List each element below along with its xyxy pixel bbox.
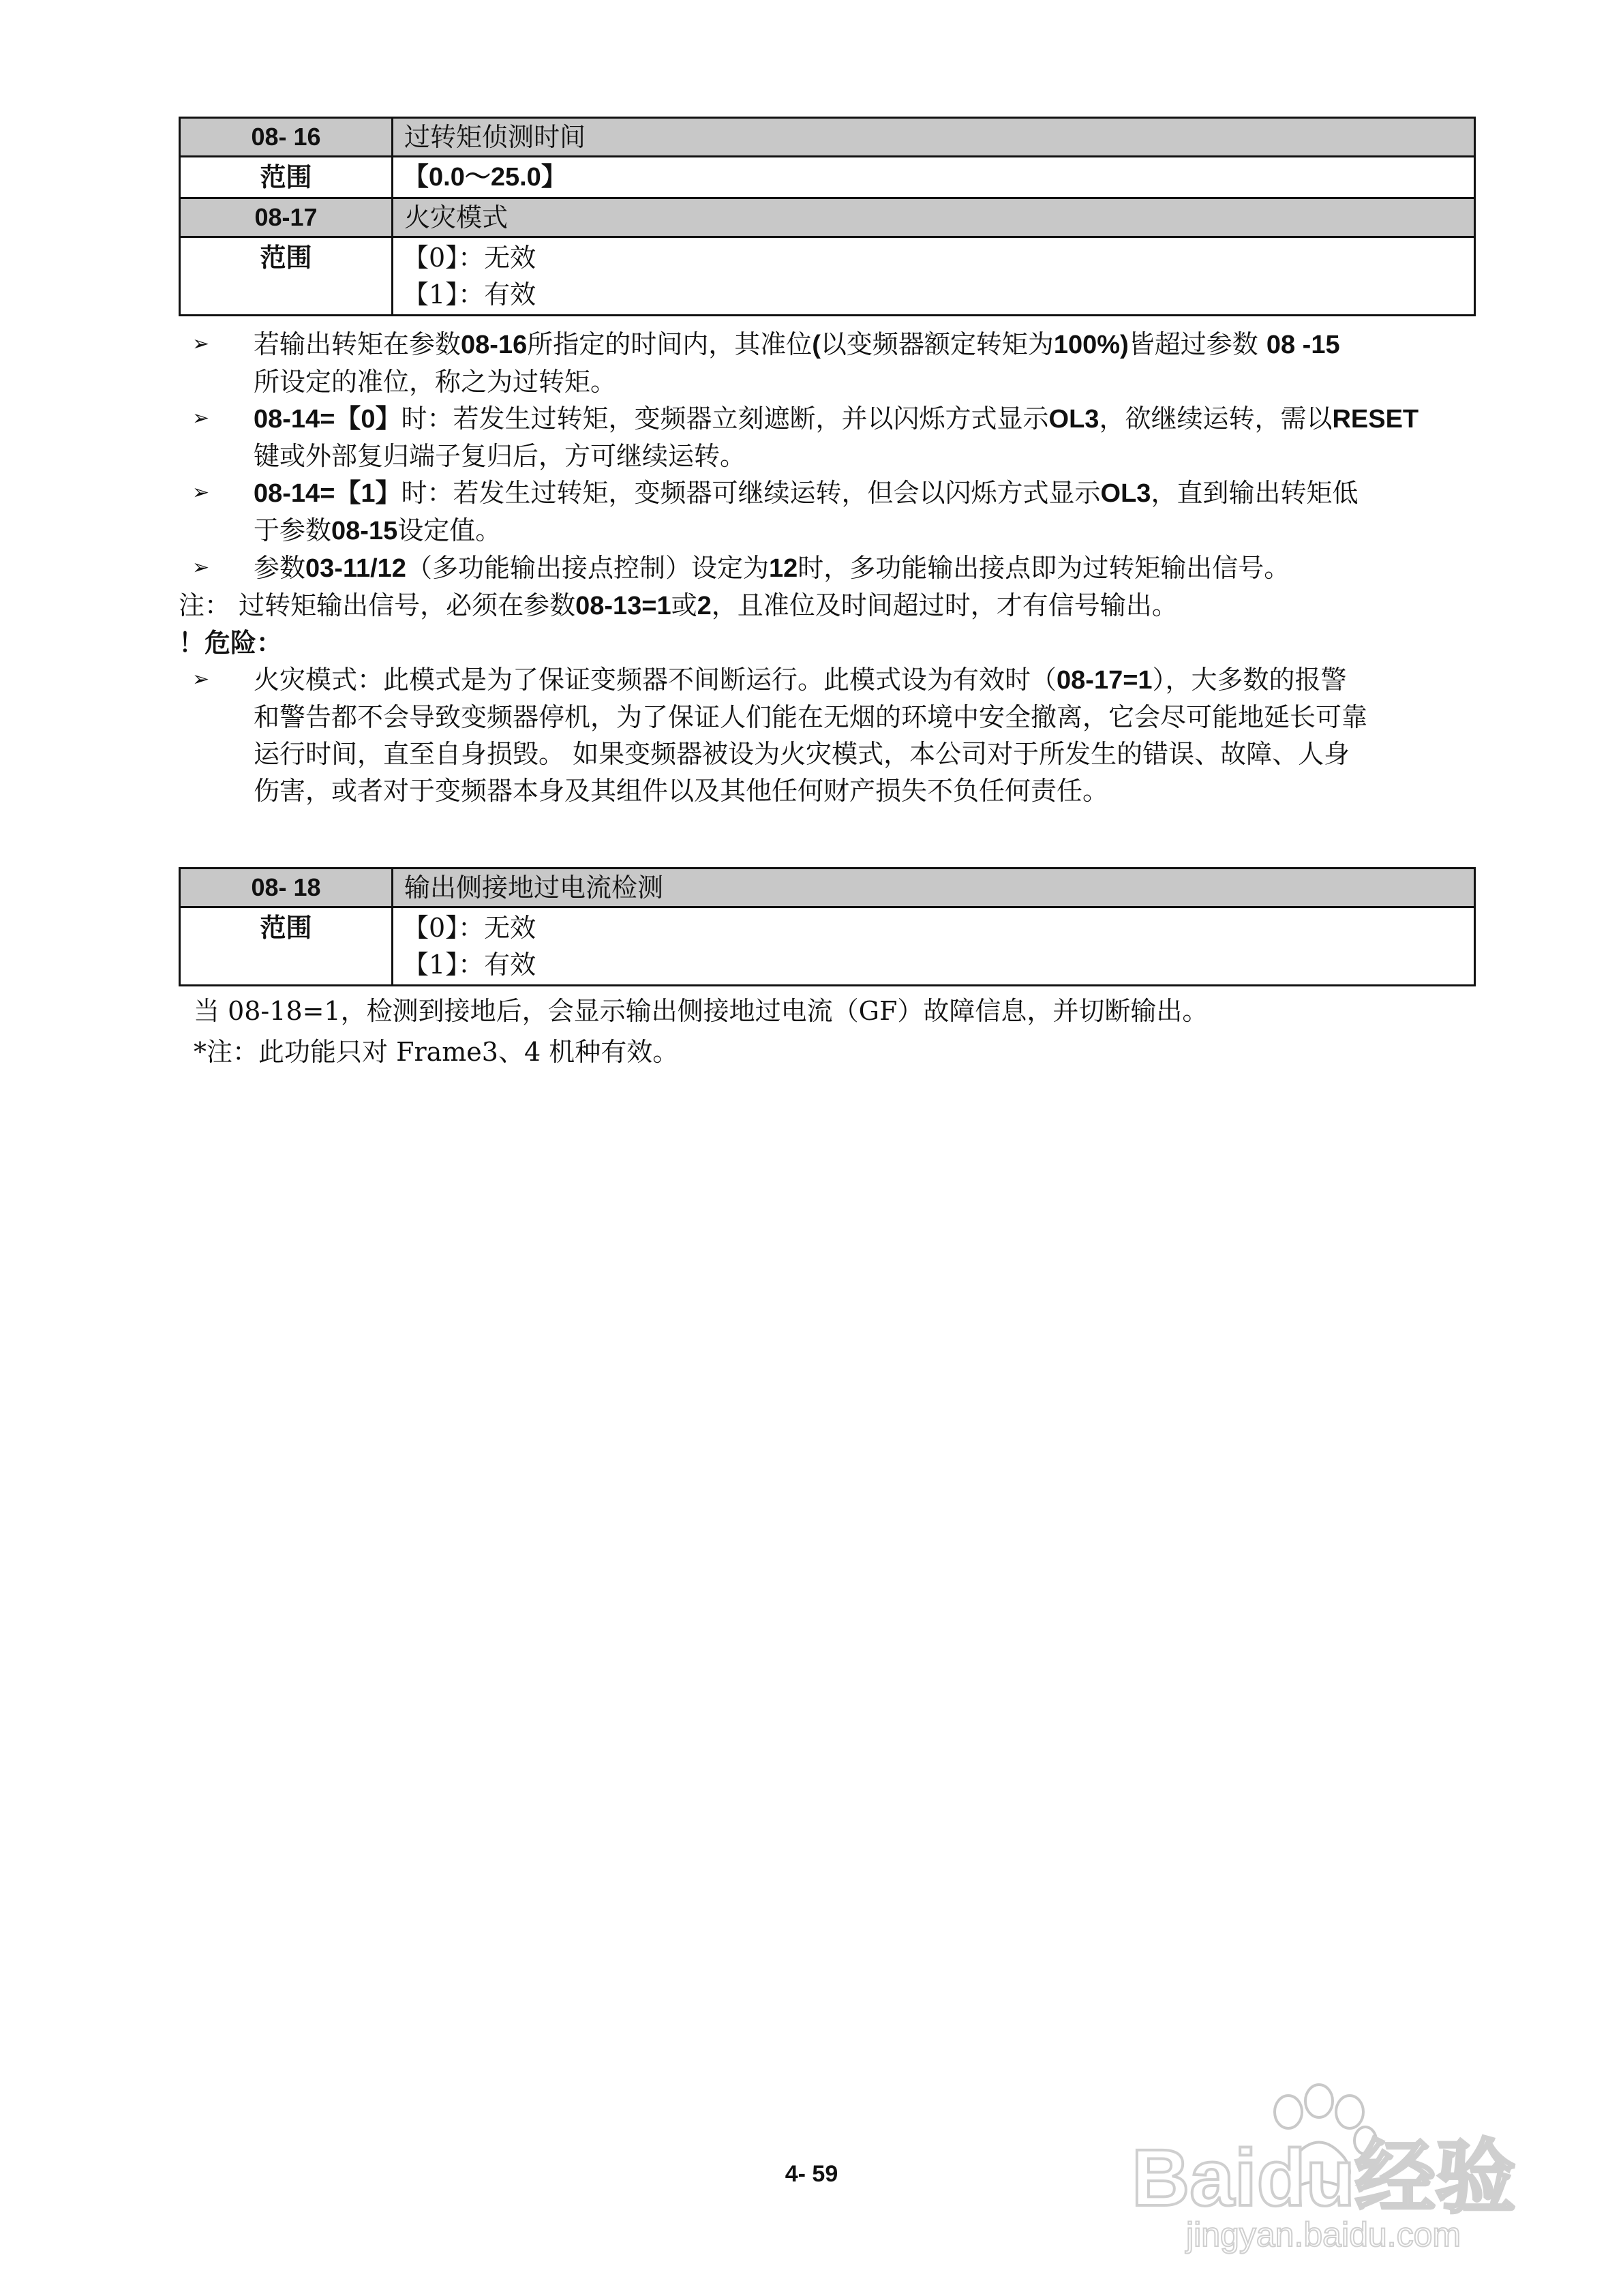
option-0: 【0】：无效 — [403, 243, 536, 273]
notes-section — [179, 326, 1481, 809]
range-value: 【0.0～25.0】 — [393, 157, 1475, 198]
text-span: （多功能输出接点控制）设定为 — [406, 553, 769, 583]
text-line — [254, 549, 1481, 587]
param-code: 08- 16 — [180, 118, 393, 157]
text-span: 时，多功能输出接点即为过转矩输出信号。 — [798, 553, 1290, 583]
param-ref: 08-14=【0】 — [254, 405, 401, 434]
text-span: ），大多数的报警 — [1152, 665, 1347, 695]
param-ref: 08-13=1 — [575, 592, 671, 620]
param-description: 过转矩侦测时间 — [393, 118, 1475, 157]
param-ref: 03-11/12 — [305, 554, 406, 583]
param-description: 输出侧接地过电流检测 — [393, 868, 1475, 907]
param-ref: 08 -15 — [1266, 331, 1340, 359]
watermark-brand: Baidu经验 — [1132, 2133, 1516, 2223]
text-span: 火灾模式：此模式是为了保证变频器不间断运行。此模式设为有效时（ — [254, 665, 1057, 695]
text-line — [254, 326, 1481, 363]
text-span: ，欲继续运转，需以 — [1099, 404, 1333, 434]
arrow-bullet-icon: ➢ — [192, 332, 210, 356]
text-line: 所设定的准位，称之为过转矩。 — [254, 367, 617, 397]
ground-fault-description: 当 08-18=1，检测到接地后，会显示输出侧接地过电流（GF）故障信息，并切断输出。 — [194, 996, 1209, 1026]
text-line: 和警告都不会导致变频器停机，为了保证人们能在无烟的环境中安全撤离，它会尽可能地延长可靠 — [254, 702, 1368, 732]
bullet-fire-mode — [179, 661, 1481, 809]
range-label: 范围 — [180, 907, 393, 986]
baidu-jingyan-watermark — [1118, 2072, 1568, 2256]
arrow-bullet-icon: ➢ — [192, 406, 210, 430]
bullet-08-14-0 — [179, 400, 1481, 474]
text-span: ，直到输出转矩低 — [1151, 478, 1359, 508]
text-span: 若输出转矩在参数 — [254, 329, 461, 359]
watermark-url: jingyan.baidu.com — [1186, 2216, 1461, 2254]
text-span: 时：若发生过转矩，变频器立刻遮断，并以闪烁方式显示 — [401, 404, 1049, 434]
text-span: OL3 — [1100, 479, 1151, 508]
bullet-overtorque-definition — [179, 326, 1481, 400]
bullet-08-14-1 — [179, 474, 1481, 549]
param-table-08-16-08-17 — [179, 117, 1476, 316]
table-row — [180, 868, 1475, 907]
text-line: 键或外部复归端子复归后，方可继续运转。 — [254, 441, 746, 471]
text-span: 12 — [768, 554, 798, 583]
text-span: ，且准位及时间超过时，才有信号输出。 — [711, 590, 1178, 620]
text-span: OL3 — [1048, 405, 1099, 434]
range-options — [393, 237, 1475, 316]
text-span: 设定值。 — [397, 515, 502, 545]
text-span: 注： 过转矩输出信号，必须在参数 — [179, 590, 576, 620]
param-ref: 08-17=1 — [1057, 666, 1153, 695]
text-span: 皆超过参数 — [1128, 329, 1266, 359]
text-span: ( — [812, 331, 821, 359]
ground-fault-notes — [194, 993, 1496, 1070]
range-label: 范围 — [180, 237, 393, 316]
text-span: RESET — [1332, 405, 1419, 434]
arrow-bullet-icon: ➢ — [192, 481, 210, 504]
param-ref: 08-16 — [461, 331, 528, 359]
table-row — [180, 157, 1475, 198]
text-span: 以变频器额定转矩为 — [820, 329, 1054, 359]
text-span: 所指定的时间内，其准位 — [527, 329, 813, 359]
arrow-bullet-icon: ➢ — [192, 556, 210, 579]
param-ref: 08-14=【1】 — [254, 479, 401, 508]
param-description: 火灾模式 — [393, 198, 1475, 237]
text-span: 时：若发生过转矩，变频器可继续运转，但会以闪烁方式显示 — [401, 478, 1101, 508]
table-row — [180, 237, 1475, 316]
option-0: 【0】：无效 — [403, 913, 536, 943]
text-line — [254, 400, 1481, 438]
arrow-bullet-icon: ➢ — [192, 667, 210, 691]
bullet-multifunction-output — [179, 549, 1481, 587]
param-ref: 08-15 — [331, 517, 398, 545]
frame-note: *注：此功能只对 Frame3、4 机种有效。 — [194, 1037, 679, 1067]
table-row — [180, 198, 1475, 237]
param-code: 08-17 — [180, 198, 393, 237]
range-options — [393, 907, 1475, 986]
text-line — [254, 661, 1481, 699]
text-line — [254, 474, 1481, 512]
option-1: 【1】：有效 — [403, 950, 536, 980]
text-line: 运行时间，直至自身损毁。 如果变频器被设为火灾模式，本公司对于所发生的错误、故障、人身 — [254, 739, 1350, 769]
text-span: 100%) — [1053, 331, 1129, 359]
text-line — [254, 512, 1481, 549]
text-line: 伤害，或者对于变频器本身及其组件以及其他任何财产损失不负任何责任。 — [254, 776, 1109, 806]
note-line — [179, 587, 1481, 624]
table-row — [180, 907, 1475, 986]
param-code: 08- 18 — [180, 868, 393, 907]
text-span: 于参数 — [254, 515, 332, 545]
option-1: 【1】：有效 — [403, 280, 536, 309]
danger-heading: ！危险： — [179, 627, 283, 658]
text-span: 或 — [671, 590, 697, 620]
text-span: 参数 — [254, 553, 306, 583]
param-table-08-18 — [179, 867, 1476, 986]
text-span: 2 — [697, 592, 712, 620]
table-row — [180, 118, 1475, 157]
range-label: 范围 — [180, 157, 393, 198]
page-number: 4- 59 — [785, 2161, 838, 2187]
